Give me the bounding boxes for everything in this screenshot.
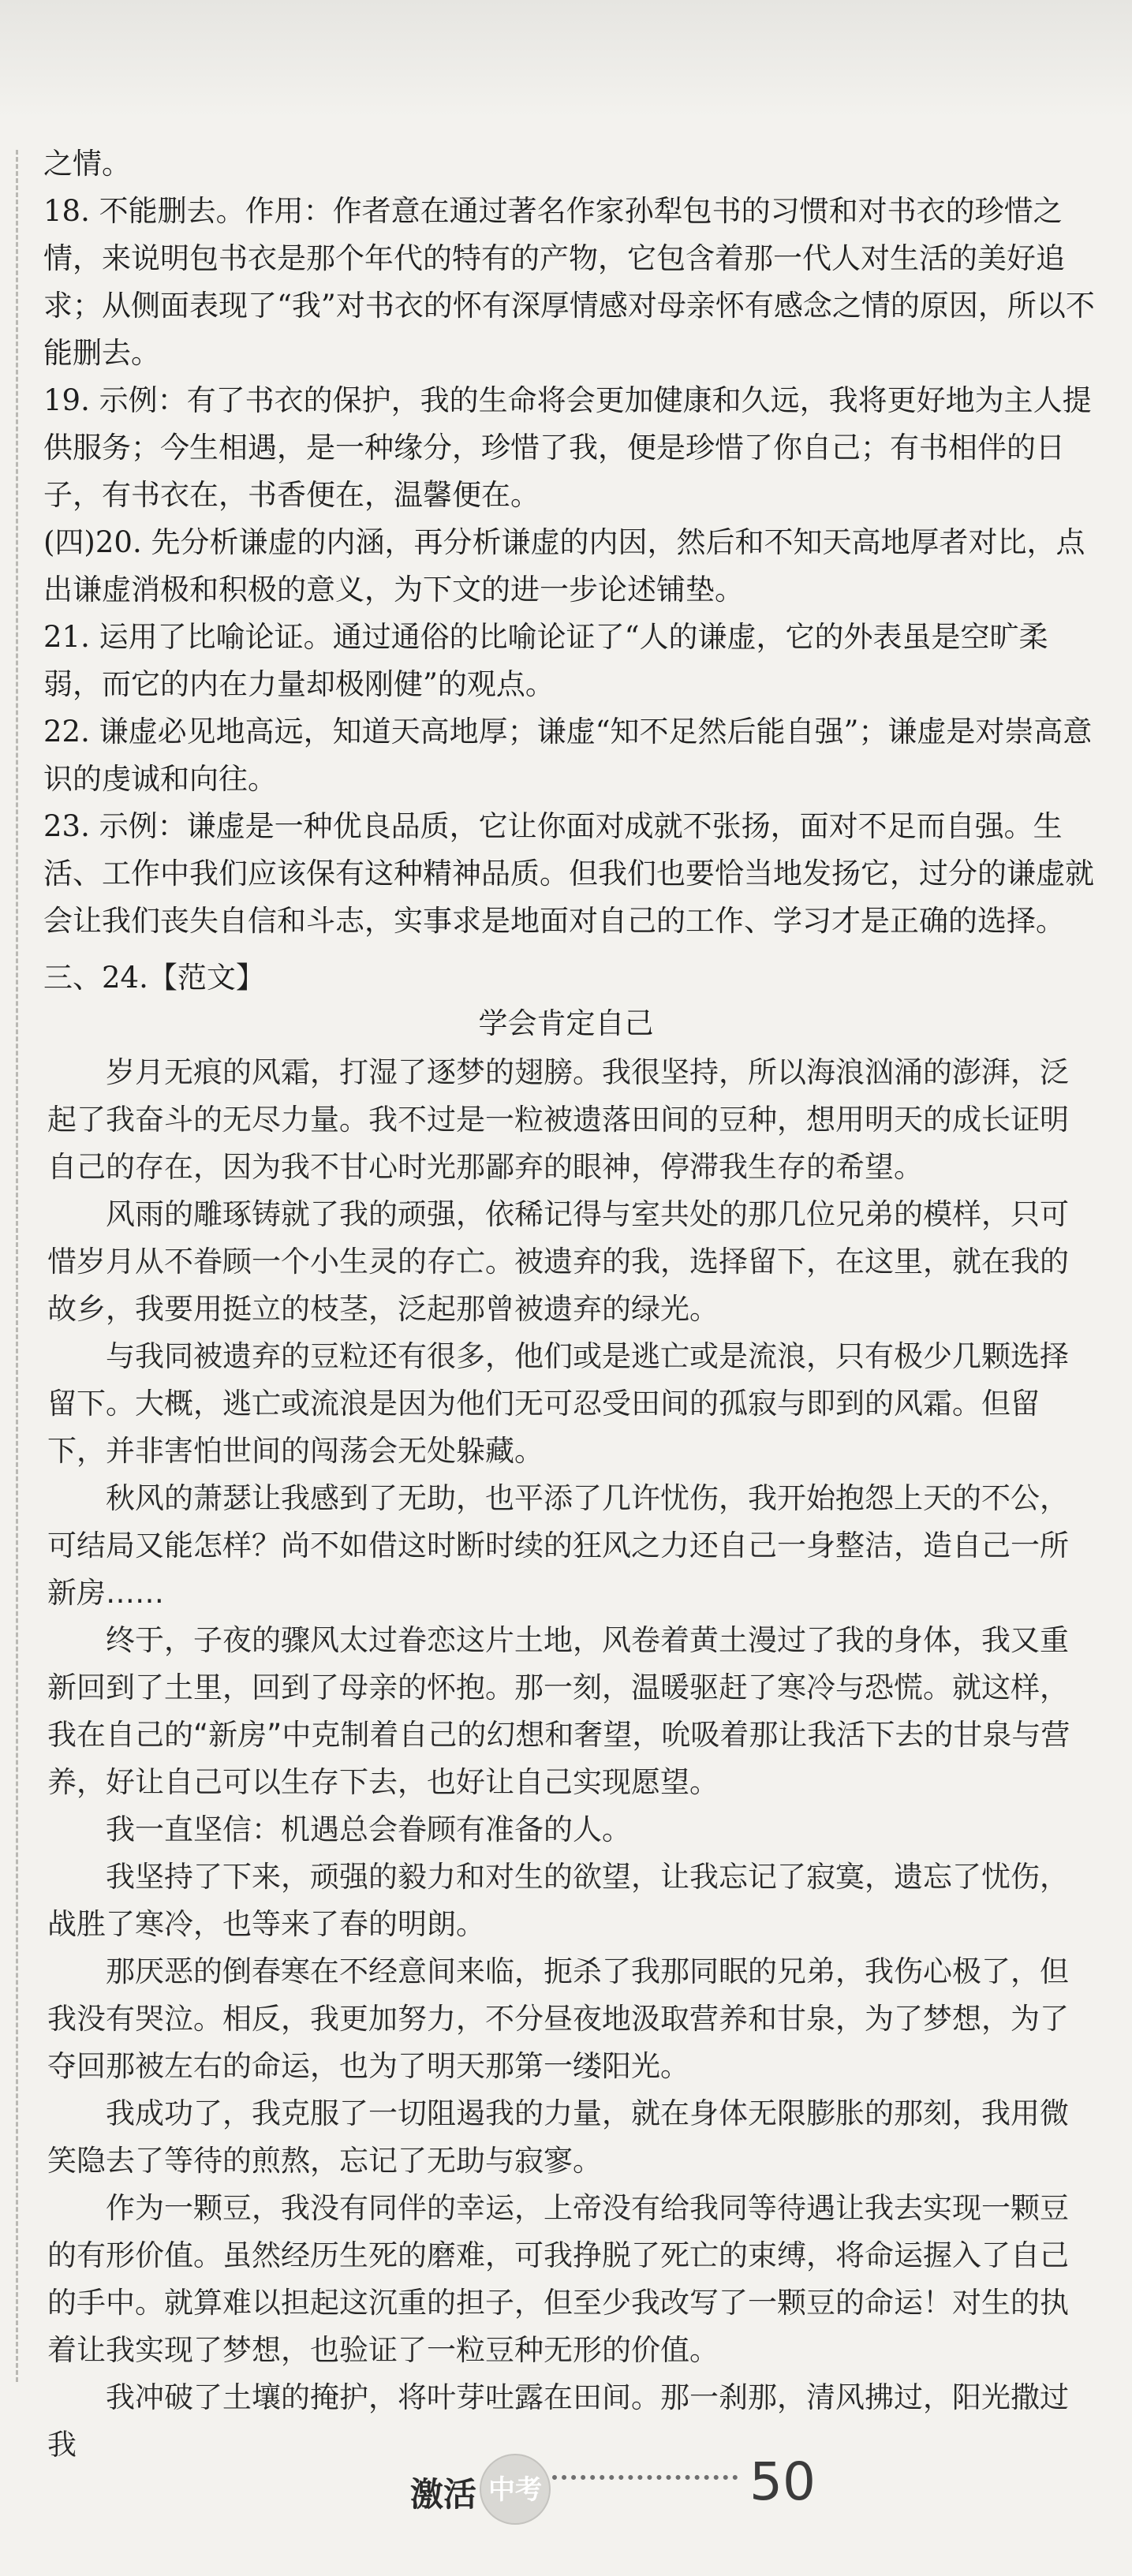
essay-paragraph: 与我同被遗弃的豆粒还有很多，他们或是逃亡或是流浪，只有极少几颗选择留下。大概，逃亡或流浪是因为他们无可忍受田间的孤寂与即到的风霜。但留下，并非害怕世间的闯荡会无处躲藏。 bbox=[47, 1339, 1069, 1468]
answer-21: 21. 运用了比喻论证。通过通俗的比喻论证了“人的谦虚，它的外表虽是空旷柔弱，而它的内在力量却极刚健”的观点。 bbox=[43, 620, 1048, 701]
binding-dashed-line bbox=[16, 150, 18, 2382]
answer-19: 19. 示例：有了书衣的保护，我的生命将会更加健康和久远，我将更好地为主人提供服务；今生相遇，是一种缘分，珍惜了我，便是珍惜了你自己；有书相伴的日子，有书衣在，书香便在，温馨便在。 bbox=[43, 383, 1092, 512]
essay-paragraph: 岁月无痕的风霜，打湿了逐梦的翅膀。我很坚持，所以海浪汹涌的澎湃，泛起了我奋斗的无尽力量。我不过是一粒被遗落田间的豆种，想用明天的成长证明自己的存在，因为我不甘心时光那鄙弃的眼神，停滞我生存的希望。 bbox=[47, 1055, 1069, 1184]
page-footer bbox=[0, 2429, 1132, 2576]
essay-paragraph: 那厌恶的倒春寒在不经意间来临，扼杀了我那同眠的兄弟，我伤心极了，但我没有哭泣。相反，我更加努力，不分昼夜地汲取营养和甘泉，为了梦想，为了夺回那被左右的命运，也为了明天那第一缕阳光。 bbox=[47, 1954, 1069, 2083]
answer-22: 22. 谦虚必见地高远，知道天高地厚；谦虚“知不足然后能自强”；谦虚是对崇高意识的虔诚和向往。 bbox=[43, 715, 1093, 796]
answer-18: 18. 不能删去。作用：作者意在通过著名作家孙犁包书的习惯和对书衣的珍惜之情，来说明包书衣是那个年代的特有的产物，它包含着那一代人对生活的美好追求；从侧面表现了“我”对书衣的怀有深厚情感对母亲怀有感念之情的原因，所以不能删去。 bbox=[43, 194, 1095, 370]
essay-paragraph: 作为一颗豆，我没有同伴的幸运，上帝没有给我同等待遇让我去实现一颗豆的有形价值。虽然经历生死的磨难，可我挣脱了死亡的束缚，将命运握入了自己的手中。就算难以担起这沉重的担子，但至少我改写了一颗豆的命运！对生的执着让我实现了梦想，也验证了一粒豆种无形的价值。 bbox=[47, 2191, 1069, 2367]
top-shadow bbox=[0, 0, 1132, 118]
answer-20: (四)20. 先分析谦虚的内涵，再分析谦虚的内因，然后和不知天高地厚者对比，点出谦虚消极和积极的意义，为下文的进一步论述铺垫。 bbox=[43, 525, 1085, 607]
essay-paragraph: 我坚持了下来，顽强的毅力和对生的欲望，让我忘记了寂寞，遗忘了忧伤，战胜了寒冷，也等来了春的明朗。 bbox=[47, 1860, 1069, 1941]
essay-paragraph: 终于，子夜的骤风太过眷恋这片土地，风卷着黄土漫过了我的身体，我又重新回到了土里，回到了母亲的怀抱。那一刻，温暖驱赶了寒冷与恐慌。就这样，我在自己的“新房”中克制着自己的幻想和奢望，吮吸着那让我活下去的甘泉与营养，好让自己可以生存下去，也好让自己实现愿望。 bbox=[47, 1623, 1070, 1799]
essay-title: 学会肯定自己 bbox=[478, 1006, 654, 1040]
footer-brand-text: 激活 bbox=[410, 2475, 477, 2514]
section-label: 三、24.【范文】 bbox=[43, 961, 265, 995]
essay-paragraph: 我一直坚信：机遇总会眷顾有准备的人。 bbox=[106, 1813, 631, 1846]
logo-text: 中考 bbox=[488, 2474, 542, 2506]
essay-body bbox=[47, 1049, 1097, 2469]
answer-section bbox=[43, 140, 1097, 945]
essay-paragraph: 我成功了，我克服了一切阻遏我的力量，就在身体无限膨胀的那刻，我用微笑隐去了等待的煎熬，忘记了无助与寂寥。 bbox=[47, 2096, 1069, 2178]
essay-paragraph: 风雨的雕琢铸就了我的顽强，依稀记得与室共处的那几位兄弟的模样，只可惜岁月从不眷顾一个小生灵的存亡。被遗弃的我，选择留下，在这里，就在我的故乡，我要用挺立的枝茎，泛起那曾被遗弃的绿光。 bbox=[47, 1197, 1069, 1326]
zhongkao-logo-icon bbox=[477, 2451, 553, 2527]
essay-paragraph: 秋风的萧瑟让我感到了无助，也平添了几许忧伤，我开始抱怨上天的不公，可结局又能怎样？尚不如借这时断时续的狂风之力还自己一身整洁，造自己一所新房…… bbox=[47, 1481, 1069, 1610]
answer-17-tail: 之情。 bbox=[43, 147, 131, 181]
page-number: 50 bbox=[749, 2451, 816, 2512]
footer-dotted-leader bbox=[552, 2475, 738, 2480]
essay-paragraph: 我冲破了土壤的掩护，将叶芽吐露在田间。那一刹那，清风拂过，阳光撒过我 bbox=[47, 2380, 1069, 2462]
answer-23: 23. 示例：谦虚是一种优良品质，它让你面对成就不张扬，面对不足而自强。生活、工作中我们应该保有这种精神品质。但我们也要恰当地发扬它，过分的谦虚就会让我们丧失自信和斗志，实事求是地面对自己的工作、学习才是正确的选择。 bbox=[43, 809, 1094, 938]
